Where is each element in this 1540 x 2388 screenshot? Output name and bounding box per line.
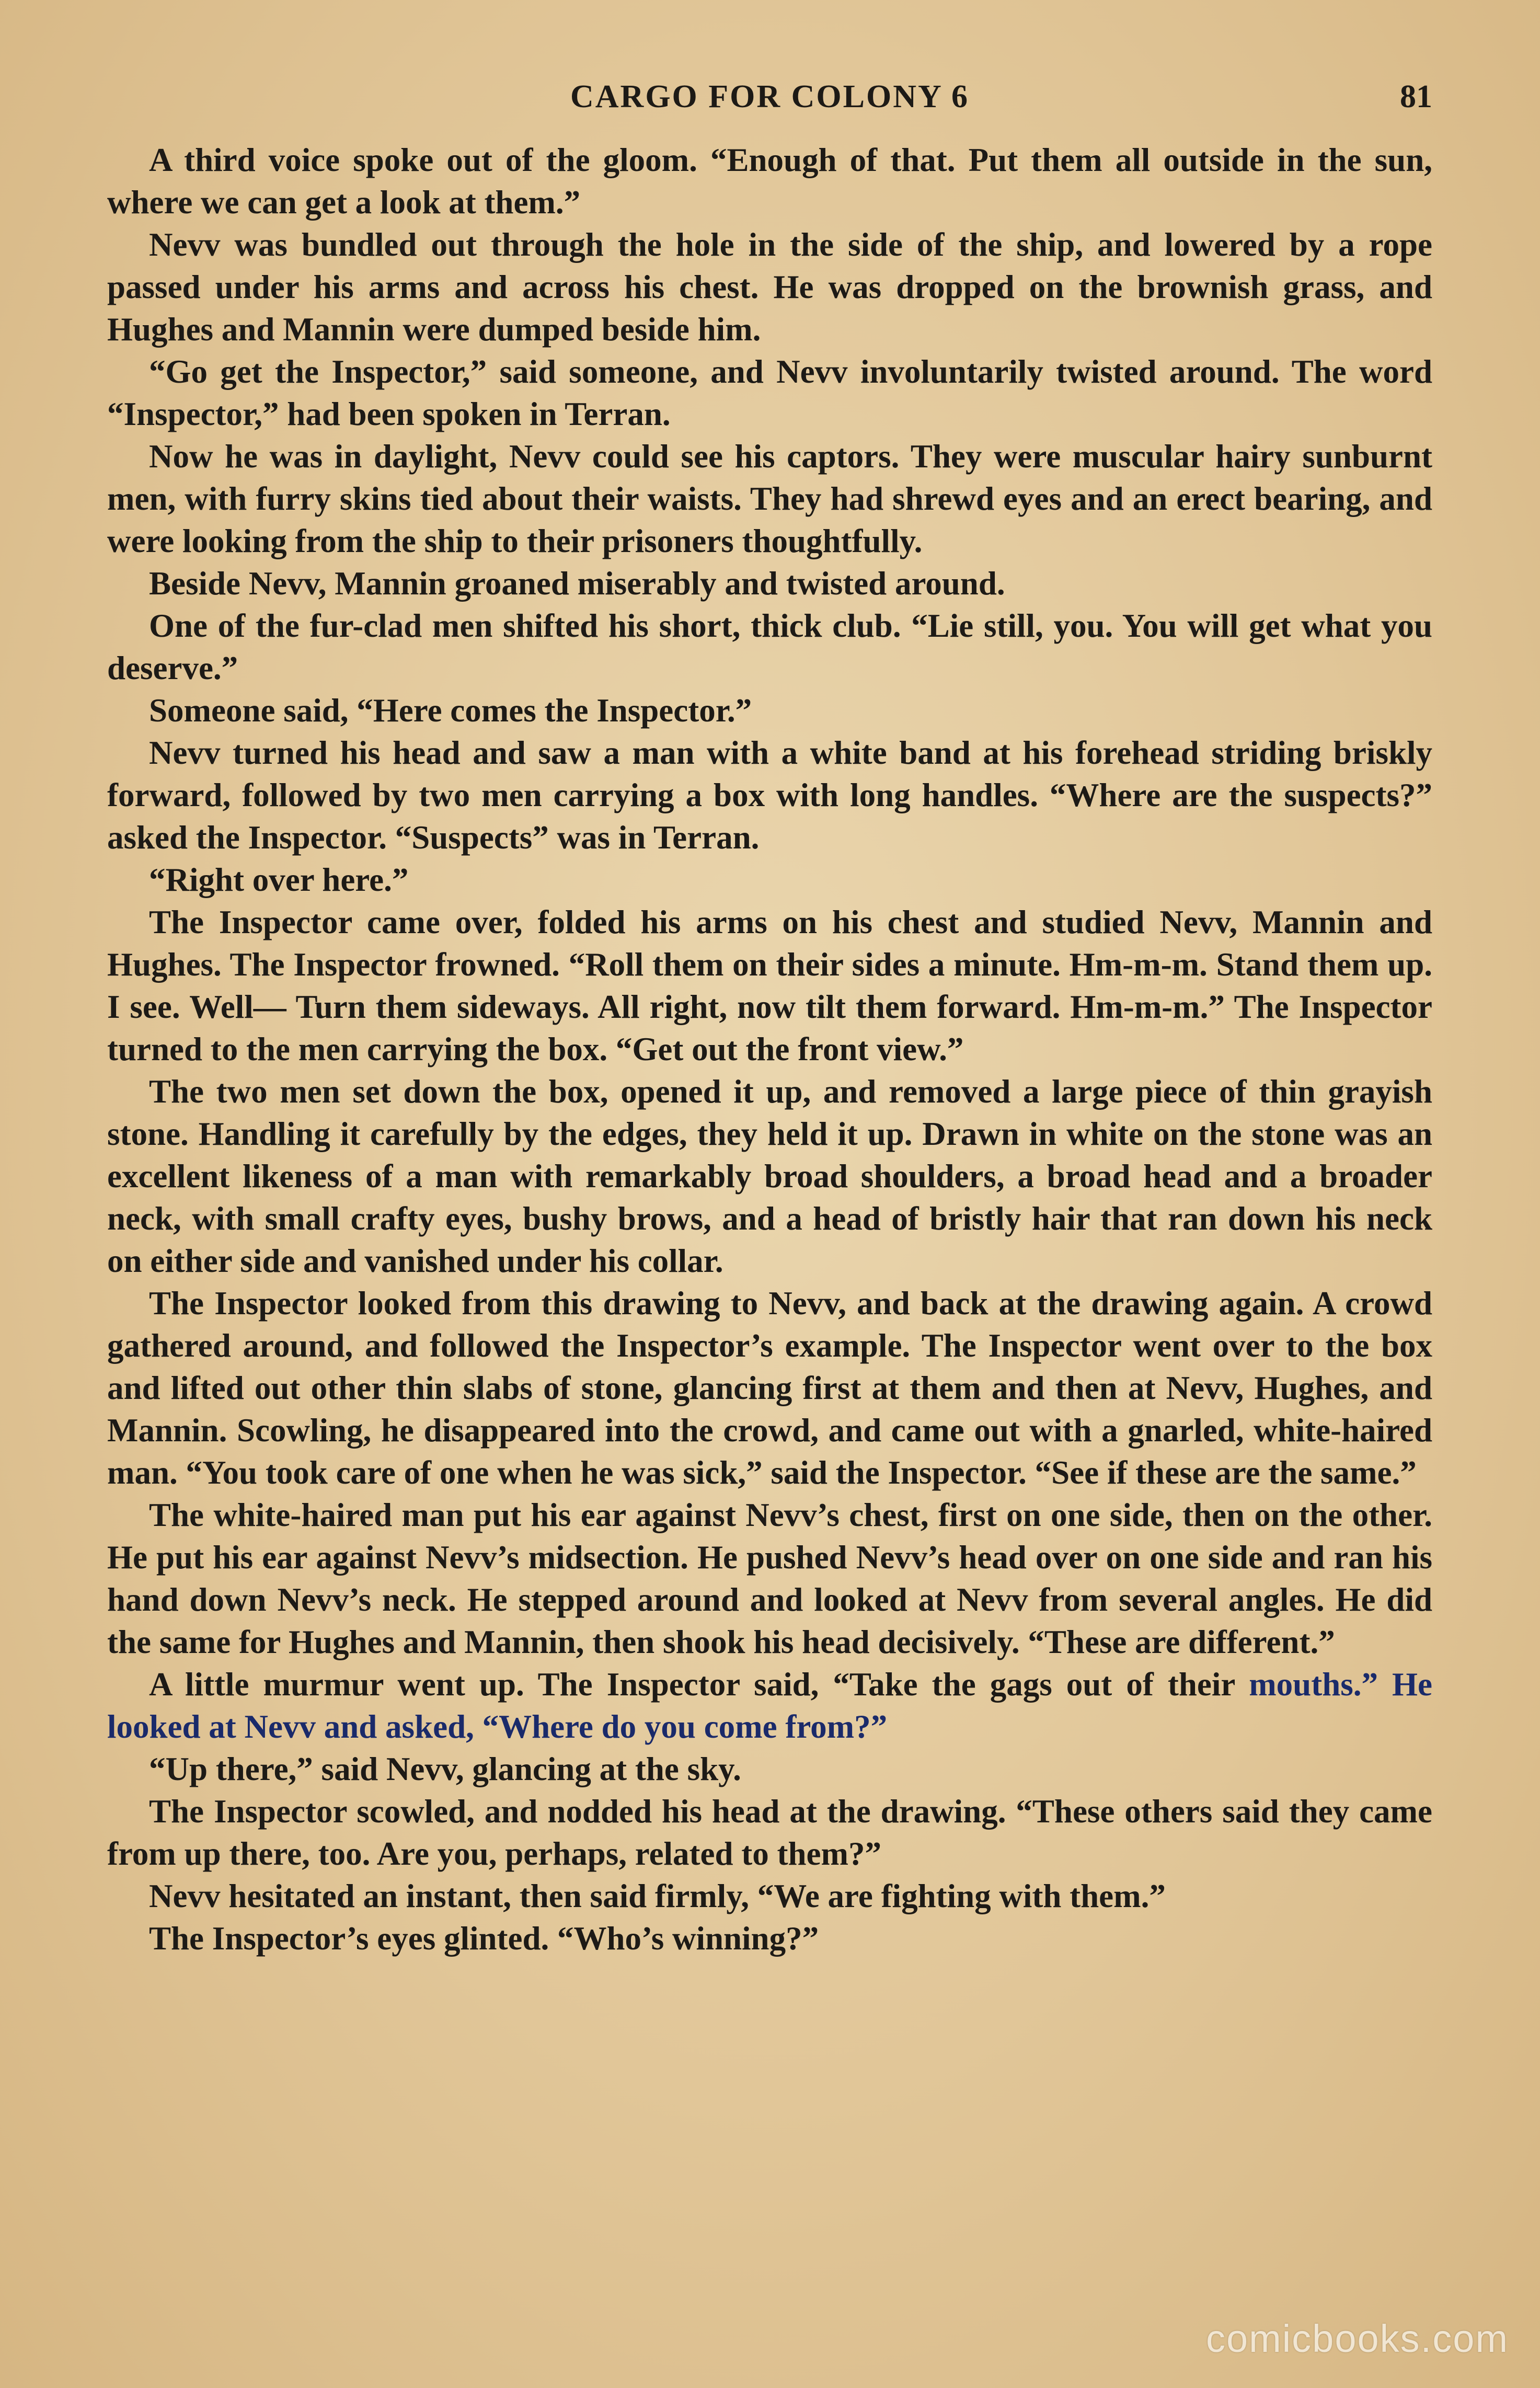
paragraph: The two men set down the box, opened it up, and removed a large piece of thin grayish stone. Handling it carefully by the edges, they held it up. Drawn in white on the stone was an excellent likeness of a man with remarkably broad shoulders, a broad head and a broader neck, with small crafty eyes, bushy brows, and a head of bristly hair that ran down his neck on either side and vanished under his collar. xyxy=(107,1073,1432,1279)
paragraph: Nevv turned his head and saw a man with a white band at his forehead striding briskly forward, followed by two men carrying a box with long handles. “Where are the suspects?” asked the Inspector. “Suspects” was in Terran. xyxy=(107,734,1432,856)
paragraph xyxy=(107,1663,1432,1748)
paragraph: Nevv hesitated an instant, then said firmly, “We are fighting with them.” xyxy=(149,1878,1166,1914)
paragraph: The Inspector looked from this drawing to Nevv, and back at the drawing again. A crowd gathered around, and followed the Inspector’s example. The Inspector went over to the box and lifted out other thin slabs of stone, glancing first at them and then at Nevv, Hughes, and Mannin. Scowling, he disappeared into the crowd, and came out with a gnarled, white-haired man. “You took care of one when he was sick,” said the Inspector. “See if these are the same.” xyxy=(107,1285,1432,1491)
paragraph: The Inspector’s eyes glinted. “Who’s winning?” xyxy=(149,1920,819,1957)
paragraph: A third voice spoke out of the gloom. “Enough of that. Put them all outside in the sun, where we can get a look at them.” xyxy=(107,142,1432,221)
paragraph: The Inspector came over, folded his arms on his chest and studied Nevv, Mannin and Hughes. The Inspector frowned. “Roll them on their sides a minute. Hm-m-m. Stand them up. I see. Well— Turn them sideways. All right, now tilt them forward. Hm-m-m.” The Inspector turned to the men carrying the box. “Get out the front view.” xyxy=(107,904,1432,1067)
paragraph-tail: mouths.” He looked at Nevv and asked, “Where do you come from?” xyxy=(107,1666,1433,1745)
watermark: comicbooks.com xyxy=(1205,2317,1509,2360)
paragraph: “Right over here.” xyxy=(149,862,409,898)
paragraph: Nevv was bundled out through the hole in the side of the ship, and lowered by a rope passed under his arms and across his chest. He was dropped on the brownish grass, and Hughes and Mannin were dumped beside him. xyxy=(107,226,1432,348)
paragraph: The white-haired man put his ear against Nevv’s chest, first on one side, then on the other. He put his ear against Nevv’s midsection. He pushed Nevv’s head over on one side and ran his hand down Nevv’s neck. He stepped around and looked at Nevv from several angles. He did the same for Hughes and Mannin, then shook his head decisively. “These are different.” xyxy=(107,1497,1432,1660)
paragraph: The Inspector scowled, and nodded his head at the drawing. “These others said they came from up there, too. Are you, perhaps, related to them?” xyxy=(107,1793,1432,1872)
body-text xyxy=(107,139,1432,1960)
paragraph: Someone said, “Here comes the Inspector.” xyxy=(149,692,752,729)
paragraph: Now he was in daylight, Nevv could see his captors. They were muscular hairy sunburnt men, with furry skins tied about their waists. They had shrewd eyes and an erect bearing, and were looking from the ship to their prisoners thoughtfully. xyxy=(107,438,1432,559)
book-page xyxy=(107,78,1432,2300)
running-title: CARGO FOR COLONY 6 xyxy=(570,79,969,114)
running-head xyxy=(107,78,1432,136)
paragraph: “Go get the Inspector,” said someone, and Nevv involuntarily twisted around. The word “Inspector,” had been spoken in Terran. xyxy=(107,353,1432,432)
paragraph: “Up there,” said Nevv, glancing at the sky. xyxy=(149,1751,741,1787)
paragraph-lead: A little murmur went up. The Inspector said, “Take the gags out of their xyxy=(149,1666,1235,1703)
paragraph: Beside Nevv, Mannin groaned miserably and twisted around. xyxy=(149,565,1005,602)
page-number: 81 xyxy=(1400,79,1432,114)
paragraph: One of the fur-clad men shifted his short, thick club. “Lie still, you. You will get what you deserve.” xyxy=(107,607,1432,686)
